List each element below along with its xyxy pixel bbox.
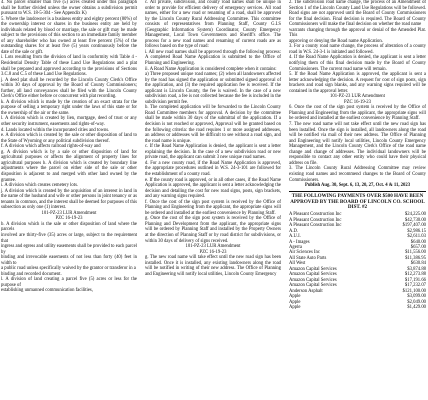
payment-amount: $2,986.15 bbox=[407, 228, 426, 234]
payment-row bbox=[289, 305, 426, 310]
payee-name: Amazon Capital Services bbox=[289, 277, 337, 283]
paragraph: j. A deed plat shall be recorded by the Lincoln County Clerk's Office within 30 days of approval by the Board of County Commissioners; further, all land conveyances shall be filed with the Lincoln County Clerk's Office either before or concurrent with plat recording. bbox=[1, 77, 137, 100]
payment-amount: $657.00 bbox=[410, 245, 426, 251]
paragraph: 101-PZ-23 LUR Amendment bbox=[330, 94, 385, 100]
payment-amount: $17,191.66 bbox=[404, 277, 426, 283]
paragraph: 3. For a county road name change, the process of alteration of a county road in W.S. 24-3-1 is initiated and followed. bbox=[289, 44, 426, 55]
payment-amount: $42,730.00 bbox=[404, 217, 426, 223]
paragraph: g. The new road name will take effect until the new road sign has been installed. Once it is installed, any existing landowners along the road will be notified in writing of their new address. The Office of Planning and Engineering will notify local utilities, Lincoln County Emergency bbox=[145, 255, 281, 277]
payee-name: Amazon Capital Services bbox=[289, 272, 337, 278]
payment-amount: $630.84 bbox=[410, 261, 426, 267]
payment-amount: $11,386.95 bbox=[405, 255, 426, 261]
paragraph: 5. If the Road Name Application is approved, the applicant is sent a letter acknowledging the decision. A request for cost of sign posts, sign brackets and road sign blanks, and any warning signs required will be contained in the approval letter. bbox=[289, 72, 426, 94]
paragraph: 3. The Lincoln County Rural Addressing Committee may review existing road names and recommend changes to the Board of County Commissioners. bbox=[289, 166, 426, 183]
payment-amount: $3,874.88 bbox=[407, 266, 426, 272]
column-road-naming bbox=[145, 0, 281, 277]
section-divider bbox=[289, 191, 426, 192]
paragraph: c. All private, subdivision, and county road names shall be unique in order to provide for efficient delivery of emergency services. All road names, either for a new road or renaming of a road, shall be approved by the Lincoln County Rural Addressing Committee. This committee consists of representatives from Planning Staff, County G.I.S (Geographic Information System) Coordinator, County Emergency Management, Local Town Governments and Sheriff's office. The process for a new road names and renaming of current roads are as follows based on the type of road: bbox=[145, 0, 281, 50]
payment-amount: $640.00 bbox=[410, 239, 426, 245]
payee-name: All State Auto Parts bbox=[289, 255, 327, 261]
paragraph: b. A division which is the sale or other disposition of land where the parcels bbox=[1, 221, 137, 233]
payee-name: Agerra bbox=[289, 245, 303, 251]
payment-amount: $24,225.00 bbox=[404, 212, 426, 218]
payment-amount: $17,232.07 bbox=[404, 283, 426, 289]
paragraph: PZC 16-19-23 bbox=[199, 249, 227, 255]
paragraph: d. Lands located within the incorporated cities and towns. bbox=[1, 127, 110, 133]
paragraph: e. If the county road is approved, or in all other cases, if the Road Name Application is approved, the applicant is sent a letter acknowledging the decision and detailing the cost for new road signs, posts, sign brackets, and any warning signs required. bbox=[145, 177, 281, 200]
payee-name: A Pleasant Construction Inc bbox=[289, 223, 342, 229]
payee-name: Apple bbox=[289, 294, 301, 300]
payment-amount: $2,049.00 bbox=[407, 299, 426, 305]
payee-name: A Pleasant Construction Inc bbox=[289, 212, 342, 218]
payee-name: Apple bbox=[289, 305, 301, 311]
paragraph: binding and recorded document. bbox=[1, 271, 62, 277]
payment-amount: $12,273.88 bbox=[404, 272, 426, 278]
paragraph: k. A division which is made by the creation of an exact strata for the purpose of selling a temporary right under the laws of this state or for the ownership of the air or the same. bbox=[1, 99, 137, 116]
paragraph: d. For a new county road, if the Road Name Application is approved, the appropriate procedures outlined in W.S. 24-3-101 are followed for the establishment of a county road. bbox=[145, 160, 281, 177]
payment-amount: $197,407.00 bbox=[402, 223, 426, 229]
paragraph: j. A division which is created by the acquisition of an interest in land in the name of the husband and wife or other persons in joint tenancy or as tenants in common, and the interest shall be deemed for purposes of this subsection as only one (1) interest. bbox=[1, 188, 137, 211]
paragraph: involved are thirty-five (35) acres or large, subject to the requirement that bbox=[1, 232, 137, 244]
payment-amount: $11,556.00 bbox=[405, 250, 426, 256]
paragraph: 6. Once the cost of the sign post system is received by the Office of Planning and Engineering from the applicant, the appropriate signs will be ordered and installed at the earliest convenience by Planning Staff. bbox=[289, 105, 426, 122]
paragraph: i. A division which creates cemetery lots. bbox=[1, 183, 79, 189]
paragraph: 4. If the Road Name Application is denied, the applicant is sent a letter notifying them of this final decision made by the Board of County Commissioners. The current road name will remain. bbox=[289, 55, 426, 72]
paragraph: ingress and egress and utility easements shall be provided to each parcel by bbox=[1, 244, 137, 255]
payee-name: A - Images bbox=[289, 239, 310, 245]
paragraph: 7. The new road name will not take effect until the new road sign has been installed. Once the sign is installed, all landowners along the road will be notified via mail of their new address. The Office of Planning and Engineering will notify local utilities, Lincoln County Emergency Management, and the Lincoln County Clerk's Office of the road name change and change of addresses. The individual landowners will be responsible to contact any other entity who could have their physical address on file. bbox=[289, 122, 426, 166]
paragraph: ii. A Road Name Application is considered complete when it contains: bbox=[145, 66, 277, 72]
paragraph: l. A division which is created by lien, mortgage, deed of trust or any other security instrument, easements and rights-of-way. bbox=[1, 116, 137, 128]
payment-amount: $121,100.00 bbox=[402, 288, 426, 294]
paragraph: c. If the Road Name Application is denied, the applicant is sent a letter explaining the decision. In the case of a new subdivision road or new private road, the applicant can submit 3 new unique road names. bbox=[145, 144, 281, 161]
payee-name: A.D. bbox=[289, 228, 299, 234]
paragraph: f. A division which affects railroad rights-of-way and bbox=[1, 144, 101, 150]
paragraph: f. Once the cost of the sign post system is received by the Office of Planning and Engineering from the applicant, the appropriate signs will be ordered and installed at the earliest convenience by Planning Staff. bbox=[145, 199, 281, 216]
paragraph: i. Lots resulting from the division of land in conformity with Table 4 - Residential Density Table of these Land Use Regulations and a plat shall be prepared and approved according to the provisions of Sections 3.C.8 and C.5 of these Land Use Regulations. bbox=[1, 55, 137, 78]
payment-amount: $1,429.00 bbox=[407, 305, 426, 311]
paragraph: 2. The subdivision road name change, the process of an Amendment of Section 1 of the Lincoln County Land Use Regulations will be followed. Road signs are not approved until the Board of County Commissioners for the final decision. Final decision is required. The Board of County Commissioners will make the final decision on whether the road name bbox=[289, 0, 426, 28]
payee-name: Air Sciences Inc bbox=[289, 250, 320, 256]
paragraph: l. A division of land creating a parcel five (5) acres or less for the purpose of bbox=[1, 277, 137, 288]
paragraph: warrants changing through the approval or denial of the Amended Plat. This bbox=[289, 27, 426, 39]
payee-name: Apple bbox=[289, 299, 301, 305]
payee-name: Anderson Asphalt bbox=[289, 288, 323, 294]
paragraph: 101-PZ-23 LUR Amendment bbox=[41, 210, 97, 216]
paragraph: g. A division which is by a sale or other disposition of land for agricultural purposes or affects the alignment of property lines for agricultural purposes h. A division which is created by boundary line adjustments where the parcel on either side of the sale or other disposition is adjacent to and merged with other land owned by the grantee. bbox=[1, 149, 137, 183]
column-road-changes-and-payments bbox=[289, 0, 426, 310]
paragraph: approving or denying the Road name Application. bbox=[289, 38, 383, 44]
payments-heading: THE FOLLOWING PAYMENTS OVER $500 HAVE BEEN APPROVED BY THE BOARD OF LINCOLN CO. SCHOOL DIST. #2 bbox=[290, 192, 425, 211]
column-land-use-divisions bbox=[1, 0, 137, 294]
payment-amount: $3,099.00 bbox=[407, 294, 426, 300]
payee-name: All West bbox=[289, 261, 306, 267]
paragraph: a public road unless specifically waived by the grantor or transferor in a bbox=[1, 266, 136, 272]
payee-name: A.U.I. bbox=[289, 234, 301, 240]
paragraph: 5. Where the landowner is a business entity and eighty percent (80%) of the ownership interest or shares in the business entity are held by individuals related by blood or marriage, the sale or gift may be made subject to the provisions of this section to an immediate family member of any shareholder who has owned at least five percent (5%) of the outstanding shares for at least five (5) years continuously before the date of the sale or gift. bbox=[1, 16, 137, 55]
payment-amount: $2,611.03 bbox=[407, 234, 426, 240]
paragraph: i. All new road names shall be approved through the following process: A completed Road Name Application is submitted to the Office of Planning and Engineering. bbox=[145, 49, 281, 67]
payee-name: Amazon Capital Services bbox=[289, 283, 337, 289]
payee-name: Amazon Capital Services bbox=[289, 266, 337, 272]
paragraph: binding and irrevocable easements of not less than forty (40) feet in width to bbox=[1, 255, 137, 266]
paragraph: 101-PZ-23 LUR Amendment bbox=[185, 244, 241, 250]
publication-dates: Publish Aug. 30, Sept. 6, 13, 20, 27, Oct. 4 & 11, 2023 bbox=[304, 183, 411, 189]
paragraph: PZC 16-19-23 bbox=[55, 216, 83, 222]
payments-table bbox=[289, 212, 426, 310]
payee-name: A Pleasant Construction Inc bbox=[289, 217, 342, 223]
paragraph: b. The completed application will be forwarded to the Lincoln County Road Committee members for approval. A decision by the committee shall be made within 30 days of the submittal of the application. If a decision is not reached or approved, Approval will be granted based on the following criteria: the road requires 1 or more assigned addresses, an address or addresses will be difficult to see without a road sign, and the road name is unique. bbox=[145, 105, 281, 144]
paragraph: PZC 16-19-23 bbox=[344, 99, 371, 105]
paragraph: g. Once the cost of the sign post system is received by the Office of Planning and Development from the applicant, the appropriate signs will be ordered by Planning Staff and installed by the Property Owners at the direction of Planning Staff or by road district for subdivisions, or within 30 days of delivery of signs received. bbox=[145, 216, 281, 244]
paragraph: e. A division which is created by the sale or other disposition of land to the State of Wyoming or any political subdivision thereof. bbox=[1, 133, 137, 144]
paragraph: establishing unmanned communication facilities, bbox=[1, 288, 93, 294]
paragraph: 4. No parcel smaller than five (5) acres created under this paragraph shall be further divided unless the owner obtains a subdivision permit pursuant to W.S. 18-5-304 - See Appendix K) bbox=[1, 0, 137, 17]
paragraph: a) Three proposed unique road names; (2) when all landowners affected by the road has signed the application or submitted signed approval of the application, and (3) the required application fee is received. If the applicant is Lincoln County, the fee is waived. In the case of a new subdivision road, a fee is not collected because the fee is included in the subdivision permit fee. bbox=[145, 72, 281, 105]
